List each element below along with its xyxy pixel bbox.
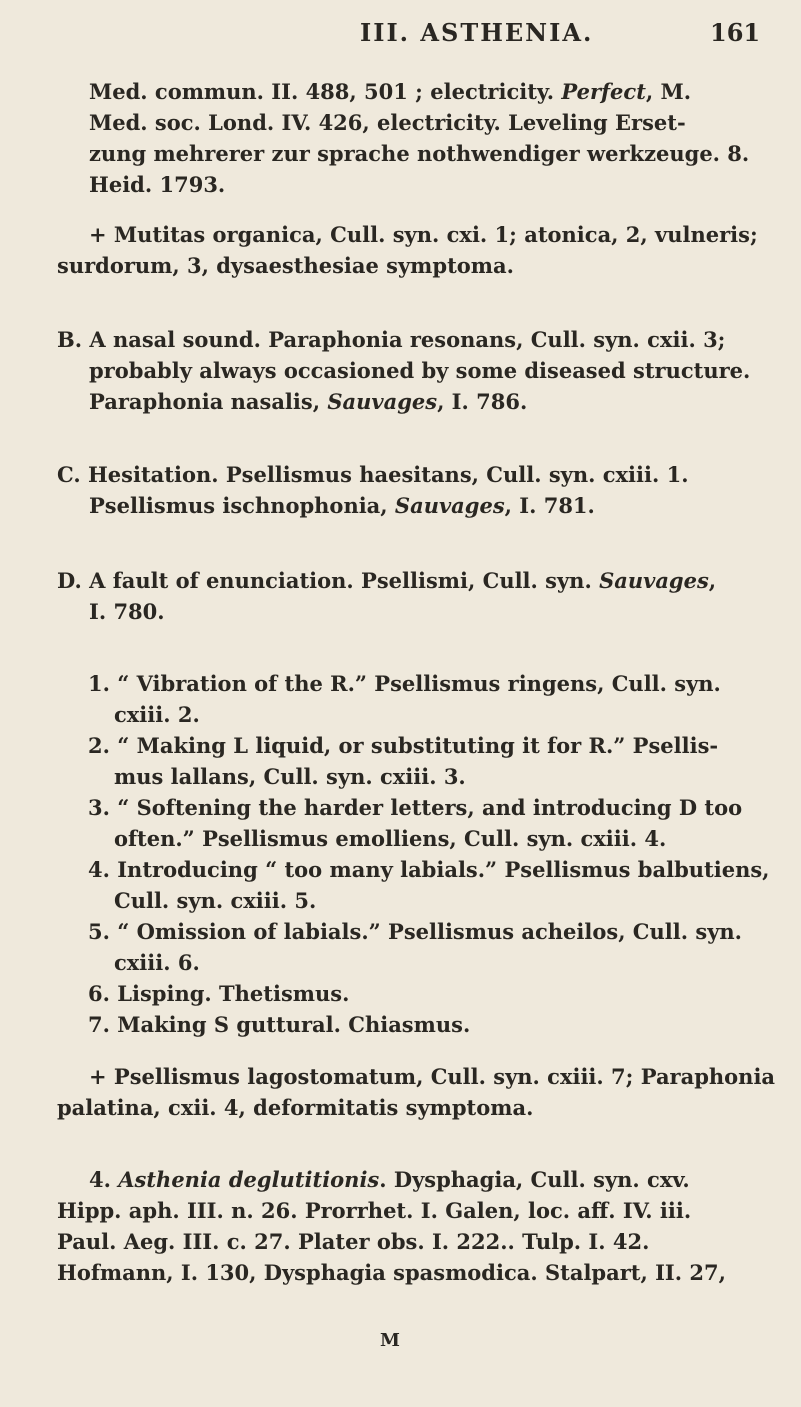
text-line: Paraphonia nasalis, Sauvages, I. 786. [89, 389, 528, 414]
paragraph-lagostomatum [57, 1061, 775, 1123]
paragraph-med-commun [89, 76, 749, 200]
text-line: surdorum, 3, dysaesthesiae symptoma. [57, 253, 514, 278]
list-item: 5. “ Omission of labials.” Psellismus acheilos, Cull. syn. [88, 919, 742, 944]
numbered-list [88, 668, 769, 1040]
list-item: 3. “ Softening the harder letters, and introducing D too [88, 795, 743, 820]
page-number: 161 [710, 18, 761, 47]
list-item: 4. Introducing “ too many labials.” Psellismus balbutiens, [88, 857, 770, 882]
text-line: I. 780. [89, 599, 165, 624]
list-item-continuation: often.” Psellismus emolliens, Cull. syn. cxiii. 4. [114, 826, 667, 851]
text-line: Med. soc. Lond. IV. 426, electricity. Leveling Erset- [89, 110, 686, 135]
signature-mark: M [380, 1330, 400, 1351]
list-item: 1. “ Vibration of the R.” Psellismus ringens, Cull. syn. [88, 671, 721, 696]
text-line: + Psellismus lagostomatum, Cull. syn. cxiii. 7; Paraphonia [89, 1064, 776, 1089]
list-item-continuation: mus lallans, Cull. syn. cxiii. 3. [114, 764, 466, 789]
text-line: C. Hesitation. Psellismus haesitans, Cull. syn. cxiii. 1. [57, 462, 689, 487]
text-line: Med. commun. II. 488, 501 ; electricity. Perfect, M. [89, 79, 692, 104]
page-header [0, 14, 801, 54]
list-item-continuation: Cull. syn. cxiii. 5. [114, 888, 317, 913]
text-line: 4. Asthenia deglutitionis. Dysphagia, Cull. syn. cxv. [89, 1167, 690, 1192]
paragraph-d-enunciation [57, 565, 716, 627]
paragraph-mutitas [57, 219, 758, 281]
list-item: 6. Lisping. Thetismus. [88, 981, 350, 1006]
list-item-continuation: cxiii. 6. [114, 950, 200, 975]
text-line: D. A fault of enunciation. Psellismi, Cull. syn. Sauvages, [57, 568, 717, 593]
text-line: Psellismus ischnophonia, Sauvages, I. 781. [89, 493, 595, 518]
text-line: Heid. 1793. [89, 172, 226, 197]
text-line: palatina, cxii. 4, deformitatis symptoma. [57, 1095, 534, 1120]
text-line: Hofmann, I. 130, Dysphagia spasmodica. Stalpart, II. 27, [57, 1260, 726, 1285]
list-item: 7. Making S guttural. Chiasmus. [88, 1012, 471, 1037]
paragraph-asthenia-deglutitionis [57, 1164, 726, 1288]
text-line: B. A nasal sound. Paraphonia resonans, Cull. syn. cxii. 3; [57, 327, 726, 352]
paragraph-b-nasal-sound [57, 324, 750, 417]
text-line: + Mutitas organica, Cull. syn. cxi. 1; atonica, 2, vulneris; [89, 222, 758, 247]
text-line: zung mehrerer zur sprache nothwendiger werkzeuge. 8. [89, 141, 750, 166]
text-line: probably always occasioned by some diseased structure. [89, 358, 751, 383]
list-item: 2. “ Making L liquid, or substituting it for R.” Psellis- [88, 733, 719, 758]
running-head: III. ASTHENIA. [360, 18, 594, 47]
text-line: Paul. Aeg. III. c. 27. Plater obs. I. 222.. Tulp. I. 42. [57, 1229, 650, 1254]
paragraph-c-hesitation [57, 459, 689, 521]
text-line: Hipp. aph. III. n. 26. Prorrhet. I. Galen, loc. aff. IV. iii. [57, 1198, 692, 1223]
list-item-continuation: cxiii. 2. [114, 702, 200, 727]
